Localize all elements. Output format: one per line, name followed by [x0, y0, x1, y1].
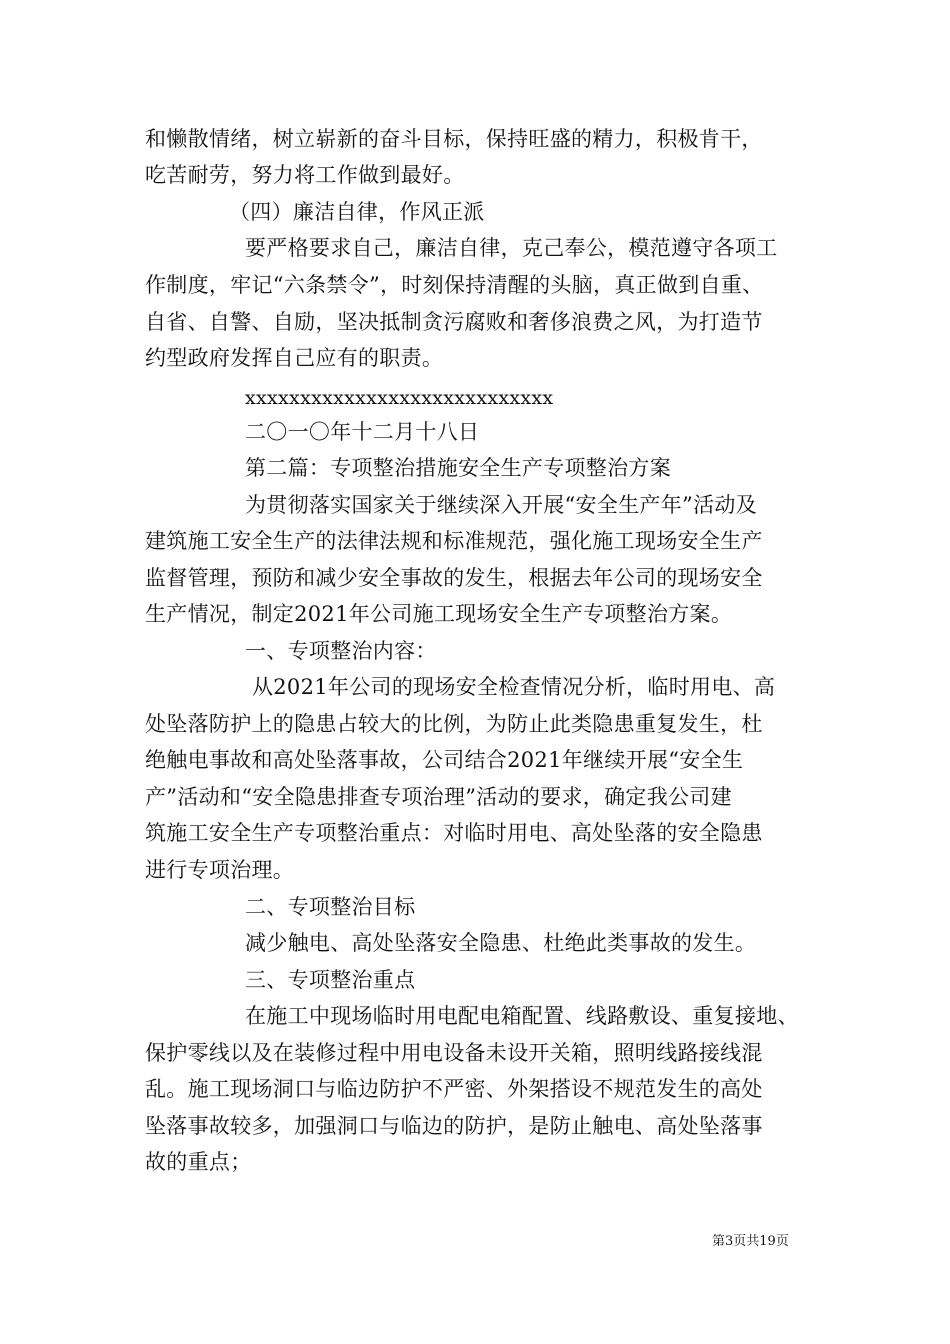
section-heading: 三、专项整治重点	[245, 968, 416, 992]
section-heading: （四）廉洁自律，作风正派	[229, 200, 485, 224]
text-line: 产”活动和“安全隐患排查专项治理”活动的要求，确定我公司建	[145, 785, 732, 809]
text-line: 坠落事故较多，加强洞口与临边的防护，是防止触电、高处坠落事	[145, 1114, 763, 1138]
text-line: 为贯彻落实国家关于继续深入开展“安全生产年”活动及	[245, 493, 757, 517]
section-heading: 二、专项整治目标	[245, 895, 416, 919]
text-line: 处坠落防护上的隐患占较大的比例，为防止此类隐患重复发生，杜	[145, 712, 763, 736]
page-number-footer: 第3页共19页	[712, 1234, 789, 1249]
text-line: 减少触电、高处坠落安全隐患、杜绝此类事故的发生。	[245, 931, 757, 955]
text-line: 监督管理，预防和减少安全事故的发生，根据去年公司的现场安全	[145, 566, 763, 590]
text-line: 作制度，牢记“六条禁令”，时刻保持清醒的头脑，真正做到自重、	[145, 273, 764, 297]
signature-line: xxxxxxxxxxxxxxxxxxxxxxxxxxxx	[245, 387, 554, 409]
date-line: 二〇一〇年十二月十八日	[245, 420, 480, 444]
text-line: 进行专项治理。	[145, 858, 295, 882]
text-line: 约型政府发挥自己应有的职责。	[145, 346, 444, 370]
text-line: 自省、自警、自励，坚决抵制贪污腐败和奢侈浪费之风，为打造节	[145, 310, 763, 334]
text-line: 筑施工安全生产专项整治重点：对临时用电、高处坠落的安全隐患	[145, 821, 763, 845]
text-line: 在施工中现场临时用电配电箱配置、线路敷设、重复接地、	[245, 1004, 799, 1028]
section-heading: 一、专项整治内容：	[245, 639, 437, 663]
text-line: 乱。施工现场洞口与临边防护不严密、外架搭设不规范发生的高处	[145, 1077, 763, 1101]
text-line: 生产情况，制定2021年公司施工现场安全生产专项整治方案。	[145, 602, 733, 626]
text-line: 从2021年公司的现场安全检查情况分析，临时用电、高	[245, 675, 776, 699]
text-line: 要严格要求自己，廉洁自律，克己奉公，模范遵守各项工	[245, 236, 778, 260]
text-line: 和懒散情绪，树立崭新的奋斗目标，保持旺盛的精力，积极肯干，	[145, 127, 763, 151]
text-line: 绝触电事故和高处坠落事故，公司结合2021年继续开展“安全生	[145, 748, 744, 772]
chapter-title: 第二篇：专项整治措施安全生产专项整治方案	[245, 456, 671, 480]
text-line: 吃苦耐劳，努力将工作做到最好。	[145, 163, 465, 187]
text-line: 保护零线以及在装修过程中用电设备未设开关箱，照明线路接线混	[145, 1041, 763, 1065]
text-line: 故的重点；	[145, 1150, 252, 1174]
text-line: 建筑施工安全生产的法律法规和标准规范，强化施工现场安全生产	[145, 529, 763, 553]
